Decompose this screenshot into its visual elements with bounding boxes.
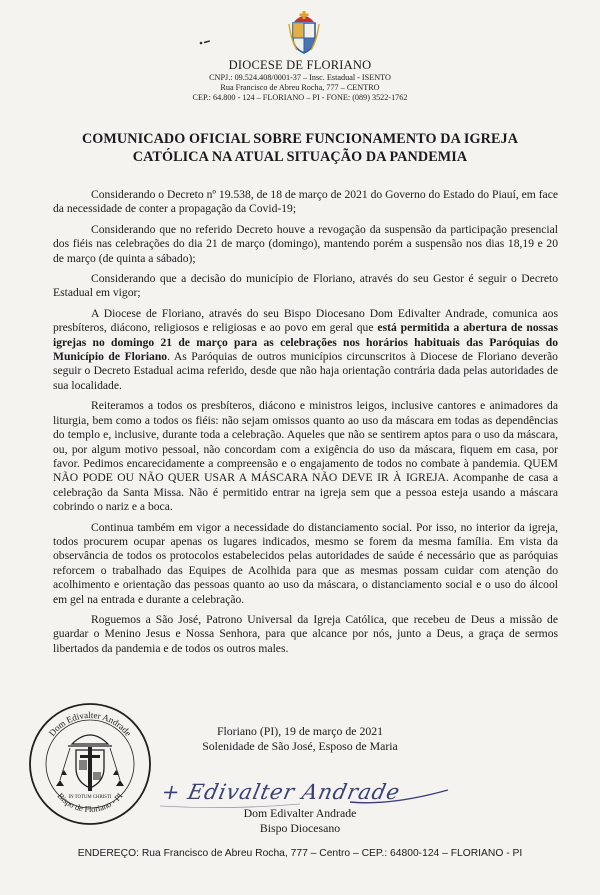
- paragraph-4-intro: A Diocese de Floriano, através do seu Bispo Diocesano Dom Edivalter Andrade, comunica aos presbíteros, diácono, religiosos e religiosas e ao povo em geral que: [53, 306, 558, 335]
- paragraph-4: [53, 307, 558, 393]
- seal-bottom-text: Bispo de Floriano - PI: [55, 790, 125, 815]
- paragraph-1: Considerando o Decreto nº 19.538, de 18 de março de 2021 do Governo do Estado do Piauí, em face da necessidade de conter a propagação da Covid-19;: [53, 188, 558, 216]
- signer-role: Bispo Diocesano: [259, 820, 341, 835]
- document-body: [53, 188, 558, 662]
- paragraph-7: Roguemos a São José, Patrono Universal da Igreja Católica, que recebeu de Deus a missão de guardar o Menino Jesus e Nossa Senhora, para que alcance por nós, junto a Deus, a graça de sermos libertados da pandemia e de todos os outros males.: [53, 612, 558, 655]
- org-cnpj: CNPJ.: 09.524.408/0001-37 – Insc. Estadual - ISENTO: [209, 73, 391, 82]
- paragraph-2: Considerando que no referido Decreto houve a revogação da suspensão da participação presencial dos fiéis nas celebrações do dia 21 de março (domingo), mantendo porém a suspensão nos dias 18,19 e 20 de março (de quinta a sábado);: [53, 222, 558, 265]
- paragraph-4-rest: . As Paróquias de outros municípios circunscritos à Diocese de Floriano deverão seguir o Decreto Estadual acima referido, desde que não haja orientação contrária dada pelas autoridades de sua localidade.: [53, 350, 558, 392]
- footer-address: ENDEREÇO: Rua Francisco de Abreu Rocha, 777 – Centro – CEP.: 64800-124 – FLORIANO - PI: [77, 848, 523, 859]
- closing-block: [180, 724, 420, 753]
- signer-name: Dom Edivalter Andrade: [243, 806, 357, 820]
- signer-block: [200, 806, 400, 835]
- diocese-crest-icon: [287, 10, 321, 56]
- bishop-seal-stamp: [26, 700, 154, 828]
- title-line-2: CATÓLICA NA ATUAL SITUAÇÃO DA PANDEMIA: [132, 149, 468, 165]
- place-date: Floriano (PI), 19 de março de 2021: [216, 724, 384, 738]
- paragraph-6: Continua também em vigor a necessidade do distanciamento social. Por isso, no interior da igreja, todos procurem ocupar apenas os lugares indicados, mesmo se forem da mesma família. Em vista da observância de todos os protocolos estabelecidos pelas autoridades de saúde é necessário que as paróquias reforcem o trabalhado das Equipes de Acolhida para que as mesmas possam cuidar com atenção do acolhimento e orientação das pessoas quanto ao uso da máscara, o distanciamento social e o uso do álcool em gel na entrada e durante a celebração.: [53, 520, 558, 606]
- seal-motto: IN TOTUM CHRISTI: [68, 795, 112, 800]
- paragraph-5: Reiteramos a todos os presbíteros, diácono e ministros leigos, inclusive cantores e animadores da liturgia, bem como a todos os fiéis: não sejam omissos quanto ao uso da máscara em todas as dependências do templo e, inclusive, durante toda a celebração. Aqueles que não se sentirem aptos para o uso da máscara, ou, por algum motivo pessoal, não concordam com a exigência do uso da máscara, fiquem em casa, por favor. Pedimos encarecidamente a compreensão e o engajamento de todos no combate à pandemia. QUEM NÃO PODE OU NÃO QUER USAR A MÁSCARA NÃO DEVE IR À IGREJA. Acompanhe de casa a celebração da Santa Missa. Não é permitido entrar na igreja sem que a pessoa esteja usando a máscara cobrindo o nariz e a boca.: [53, 399, 558, 514]
- feast-line: Solenidade de São José, Esposo de Maria: [202, 738, 398, 753]
- svg-text:Dom Edivalter Andrade: [47, 710, 134, 738]
- org-name: DIOCESE DE FLORIANO: [228, 58, 372, 72]
- org-cep-phone: CEP.: 64.800 - 124 – FLORIANO – PI - FONE: (089) 3522-1762: [192, 93, 408, 102]
- seal-top-text: Dom Edivalter Andrade: [46, 709, 134, 738]
- paragraph-4-highlight: está permitida a abertura de nossas igrejas no domingo 21 de março para as celebrações nos horários habituais das Paróquias do Município de Floriano: [53, 321, 558, 364]
- handwritten-signature: + Edivalter Andrade: [159, 780, 403, 804]
- org-address: Rua Francisco de Abreu Rocha, 777 – CENTRO: [220, 83, 380, 92]
- ink-mark-icon: [199, 38, 213, 46]
- title-line-1: COMUNICADO OFICIAL SOBRE FUNCIONAMENTO DA IGREJA: [81, 131, 519, 147]
- document-title: [40, 130, 560, 166]
- paragraph-3: Considerando que a decisão do município de Floriano, através do seu Gestor é seguir o Decreto Estadual em vigor;: [53, 272, 558, 300]
